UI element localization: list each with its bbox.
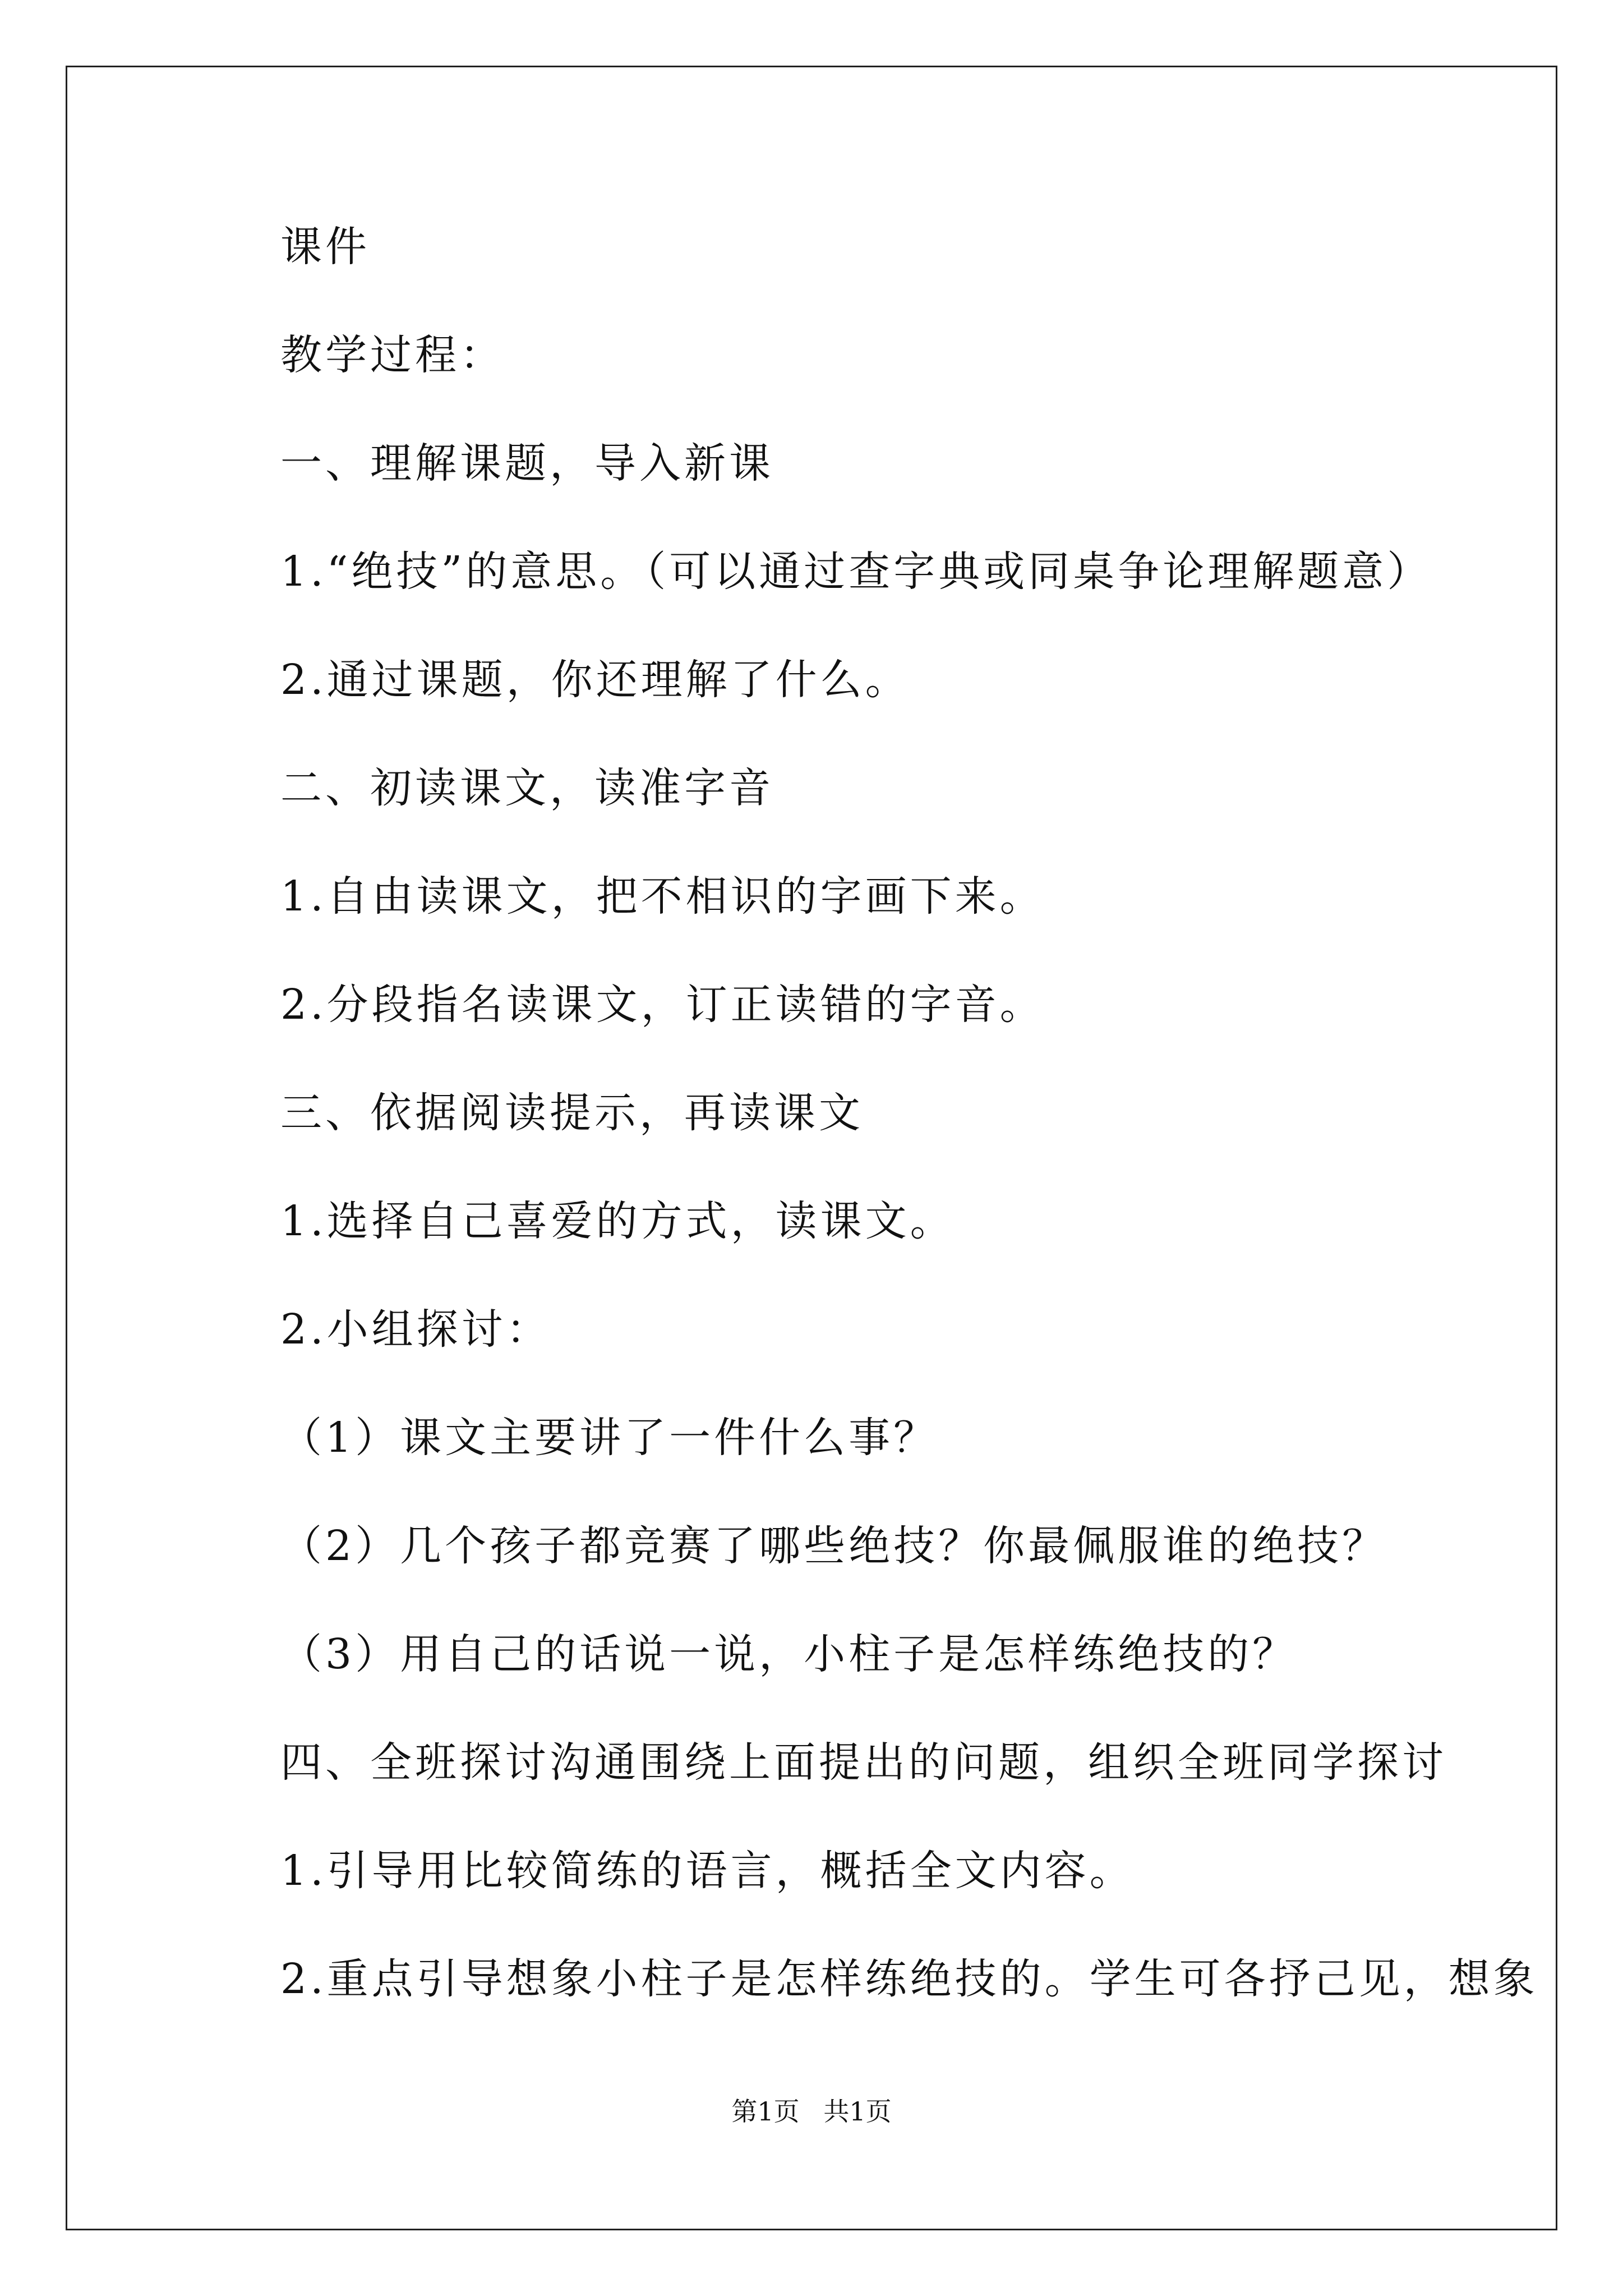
text-line: 2.小组探讨： [280, 1305, 551, 1354]
page-footer [0, 2095, 1623, 2128]
text-line: 2.通过课题，你还理解了什么。 [280, 656, 910, 704]
text-line: 2.分段指名读课文，订正读错的字音。 [280, 981, 1045, 1029]
document-body [280, 216, 1538, 2056]
text-line-heading-courseware: 课件 [280, 223, 370, 271]
text-line: 2.重点引导想象小柱子是怎样练绝技的。学生可各抒己见，想象 [280, 1955, 1538, 2003]
question-line: （2）几个孩子都竞赛了哪些绝技？你最佩服谁的绝技？ [280, 1522, 1387, 1570]
text-line-heading-teaching-process: 教学过程： [280, 331, 505, 379]
section-heading-3: 三、依据阅读提示，再读课文 [280, 1089, 864, 1137]
text-line: 1.自由读课文，把不相识的字画下来。 [280, 872, 1045, 921]
section-heading-2: 二、初读课文，读准字音 [280, 764, 774, 812]
page-number-total: 共1页 [823, 2096, 892, 2127]
question-line: （3）用自己的话说一说，小柱子是怎样练绝技的？ [280, 1630, 1298, 1678]
text-line: 1.选择自己喜爱的方式，读课文。 [280, 1197, 955, 1245]
text-line: 1.“绝技”的意思。（可以通过查字典或同桌争论理解题意） [280, 547, 1432, 596]
page-number-current: 第1页 [731, 2096, 800, 2127]
question-line: （1）课文主要讲了一件什么事？ [280, 1414, 939, 1462]
section-heading-4: 四、全班探讨沟通围绕上面提出的问题，组织全班同学探讨 [280, 1738, 1447, 1787]
text-line: 1.引导用比较简练的语言，概括全文内容。 [280, 1847, 1135, 1895]
section-heading-1: 一、理解课题，导入新课 [280, 439, 774, 487]
